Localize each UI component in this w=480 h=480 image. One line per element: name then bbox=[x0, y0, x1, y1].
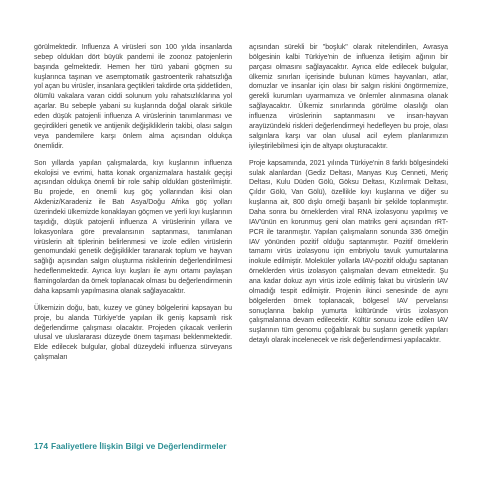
paragraph: Ülkemizin doğu, batı, kuzey ve güney bölgelerini kapsayan bu proje, bu alanda Türkiye'de yapılan ilk geniş kapsamlı risk değerlendirme çalışması olacaktır. Projeden çıkacak verilerin ulusal ve uluslararası düzeyde önem taşıması beklenmektedir. Elde edilecek bulgular, global düzeydeki influenza sürveyans çalışmaları bbox=[34, 304, 232, 362]
paragraph: açısından sürekli bir "boşluk" olarak nitelendirilen, Avrasya bölgesinin kalbi Türkiye'nin de influenza iletişim ağının bir parçası olmasını sağlayacaktır. Ayrıca elde edilecek bulgular, ülkemiz sınırları içerisinde bulunan kümes hayvanları, atlar, domuzlar ve insanlar için olası bir salgın riskini öngörmemize, gerekli kurumları uyarmamıza ve önlemler alınmasına olanak sağlayacaktır. Ülkemiz sınırlarında görülme olasılığı olan influenza virüslerinin saptanmasını ve insan-hayvan arayüzündeki riskleri değerlendirmeyi hedefleyen bu proje, olası salgınlara karşı var olan ulusal acil eylem planlarımızın iyileştirilebilmesi için de altyapı oluşturacaktır. bbox=[249, 44, 448, 150]
paragraph: Proje kapsamında, 2021 yılında Türkiye'nin 8 farklı bölgesindeki sulak alanlardan (Gediz Deltası, Manyas Kuş Cenneti, Meriç Deltası, Kulu Düden Gölü, Göksu Deltası, Kızılırmak Deltası, Çıldır Gölü, Van Gölü), özellikle kıyı kuşlarına ve diğer su kuşlarına ait, 800 dışkı örneği başarılı bir şekilde toplanmıştır. Daha sonra bu örneklerden viral RNA izolasyonu yapılmış ve IAV'ünün en korunmuş geni olan matriks geni açısından rRT-PCR ile taranmıştır. Yapılan çalışmaların sonunda 336 örneğin IAV yönünden pozitif olduğu saptanmıştır. Pozitif örneklerin tamamı virüs izolasyonu için embriyolu tavuk yumurtalarına inokule edilmiştir. Moleküler yollarla IAV-pozitif olduğu saptanan örneklerden virüs izolasyon çalışmaları devam etmektedir. Şu ana kadar dokuz ayrı virüs izole edilmiş fakat bu virüslerin IAV olmadığı tespit edilmiştir. Projenin ikinci senesinde de aynı bölgelerden örnek toplanacak, bölgesel IAV pervelansı sonuçlanna bakılıp yumurta kültüründe virüs izolasyon çalışmalarına devam edilecektir. Kültür sonucu izole edilen IAV suşlarının tüm genomu çoğaltılarak bu suşların genetik yapıları detaylı olarak incelenecek ve risk değerlendirmesi yapılacaktır. bbox=[249, 159, 448, 345]
page-number: 174 bbox=[34, 441, 48, 451]
paragraph: Son yıllarda yapılan çalışmalarda, kıyı kuşlarının influenza ekolojisi ve evrimi, hatta konak organizmalara hastalık geçişi açısından oldukça önemli bir role sahip oldukları gösterilmiştir. Bu projede, en önemli kuş göç yollarından ikisi olan Akdeniz/Karadeniz ile Batı Asya/Doğu Afrika göç yolları üzerindeki ülkemizde konaklayan göçmen ve yerli kıyı kuşlarının taşıdığı, düşük patojenli influenza A virüslerinin yıllara ve lokasyonlara göre prevalansının saptanması, tanımlanan virüslerin alt tiplerinin belirlenmesi ve izole edilen virüslerin genomundaki genetik değişiklikler taranarak toplum ve hayvan sağlığı açısından salgın oluşturma riskilerinin değerlendirilmesi hedeflenmektedir. Ayrıca kıyı kuşları ile aynı ortamı paylaşan flamingolardan da örnek toplanacak olması bu değerlendirmenin daha kapsamlı yapılmasına olanak sağlayacaktır. bbox=[34, 159, 232, 295]
paragraph: görülmektedir. Influenza A virüsleri son 100 yılda insanlarda sebep oldukları dört büyük pandemi ile zoonoz patojenlerin başında gelmektedir. Hemen her türü yabani göçmen su kuşlarınca taşınan ve asemptomatik gastroenterik rahatsızlığa yol açan bu virüsler, insanlara geçtikleri takdirde orta şiddetliden, ölümlü vakalara varan ciddi solunum yolu rahatsızlıklarına yol açarlar. Bu sebeple yabani su kuşlarında doğal olarak sirküle eden düşük patojenli influenza A virüslerinin tanımlanması ve geçirdikleri genetik ve antijenik değişikliklerin takibi, olası salgın veya pandemilere karşı önlem alma açısından oldukça önemlidir. bbox=[34, 44, 232, 150]
section-title: Faaliyetlere İlişkin Bilgi ve Değerlendirmeler bbox=[50, 441, 227, 451]
right-column bbox=[249, 43, 448, 353]
left-column bbox=[34, 43, 232, 370]
page-footer bbox=[34, 441, 226, 451]
